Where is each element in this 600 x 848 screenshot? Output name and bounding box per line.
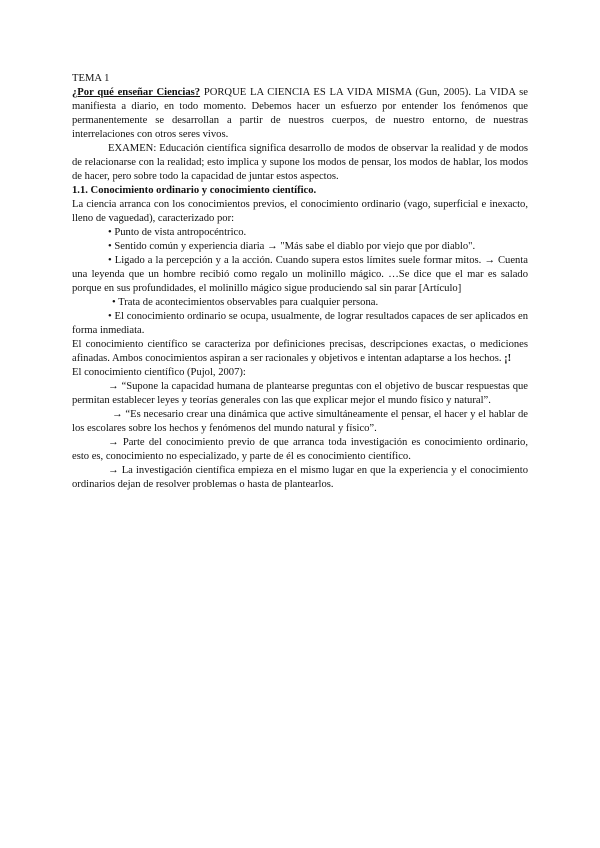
- document-body: [72, 72, 528, 492]
- bullet-item: • Sentido común y experiencia diaria → "Más sabe el diablo por viejo que por diablo".: [108, 241, 476, 252]
- bullet-item: • Trata de acontecimientos observables para cualquier persona.: [112, 297, 379, 308]
- ordinary-knowledge-intro: La ciencia arranca con los conocimientos previos, el conocimiento ordinario (vago, superficial e inexacto, lleno de vaguedad), caracterizado por:: [72, 199, 528, 224]
- topic-heading: TEMA 1: [72, 73, 110, 84]
- intro-paragraph: [72, 86, 528, 142]
- exclamation-mark: ¡!: [504, 353, 512, 364]
- bullet-item: • Ligado a la percepción y a la acción. Cuando supera estos límites suele formar mitos. → Cuenta una leyenda que un hombre recibió como regalo un molinillo mágico. …Se dice que el mar es salado porque en sus profundidades, el molinillo mágico sigue produciendo sal sin parar [Artículo]: [72, 255, 528, 294]
- pujol-heading: El conocimiento científico (Pujol, 2007):: [72, 367, 246, 378]
- arrow-item: → La investigación científica empieza en el mismo lugar en que la experiencia y el conocimiento ordinarios dejan de resolver problemas o hasta de plantearlos.: [72, 465, 528, 490]
- bullet-item: • Punto de vista antropocéntrico.: [108, 227, 247, 238]
- arrow-item: → “Es necesario crear una dinámica que active simultáneamente el pensar, el hacer y el hablar de los escolares sobre los hechos y fenómenos del mundo natural y físico”.: [72, 409, 528, 434]
- section-title: 1.1. Conocimiento ordinario y conocimiento científico.: [72, 185, 317, 196]
- arrow-item: → Parte del conocimiento previo de que arranca toda investigación es conocimiento ordinario, esto es, conocimiento no especializado, y parte de él es conocimiento científico.: [72, 437, 528, 462]
- intro-text: PORQUE LA CIENCIA ES LA VIDA MISMA (Gun, 2005). La VIDA se manifiesta a diario, en todo momento. Debemos hacer un esfuerzo por entender los fenómenos que permanentemente se desarrollan a partir de nuestros cuerpos, de nuestro entorno, de nuestras interrelaciones con otros seres vivos.: [72, 87, 528, 140]
- exam-paragraph: EXAMEN: Educación científica significa desarrollo de modos de observar la realidad y de modos de relacionarse con la realidad; esto implica y supone los modos de pensar, los modos de hablar, los modos de hacer, pero sobre todo la capacidad de juntar estos aspectos.: [72, 143, 528, 182]
- scientific-knowledge-paragraph: El conocimiento científico se caracteriza por definiciones precisas, descripciones exactas, o mediciones afinadas. Ambos conocimientos aspiran a ser racionales y objetivos e intentan adaptarse a los hechos. ¡!: [72, 339, 528, 364]
- arrow-item: → “Supone la capacidad humana de plantearse preguntas con el objetivo de buscar respuestas que permitan establecer leyes y teorías generales con las que explicar mejor el mundo físico y natural”.: [72, 381, 528, 406]
- question-heading: ¿Por qué enseñar Ciencias?: [72, 87, 201, 98]
- bullet-item: • El conocimiento ordinario se ocupa, usualmente, de lograr resultados capaces de ser aplicados en forma inmediata.: [72, 311, 528, 336]
